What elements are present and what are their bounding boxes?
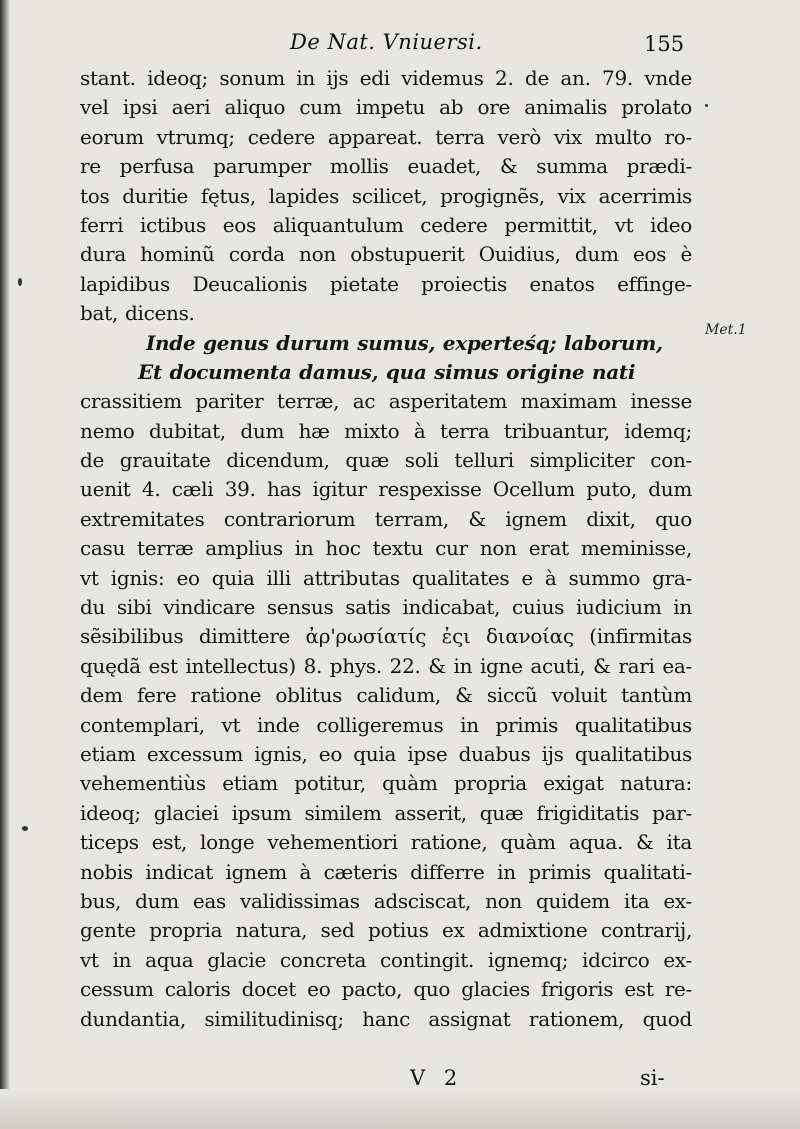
text-line: vt ignis: eo quia illi attributas qualitates e à summo gra- <box>80 565 692 590</box>
text-line: cessum caloris docet eo pacto, quo glacies frigoris est re- <box>80 977 692 1002</box>
text-line: uenit 4. cæli 39. has igitur respexisse Ocellum puto, dum <box>80 477 692 502</box>
text-line: ferri ictibus eos aliquantulum cedere permittit, vt ideo <box>80 212 692 237</box>
margin-note: Met.1 <box>705 322 747 338</box>
text-line: gente propria natura, sed potius ex admixtione contrarij, <box>80 918 692 943</box>
text-line: dem fere ratione oblitus calidum, & siccũ voluit tantùm <box>80 683 692 708</box>
text-line: vehementiùs etiam potitur, quàm propria exigat natura: <box>80 771 692 796</box>
text-line: lapidibus Deucalionis pietate proiectis enatos effinge- <box>80 271 692 296</box>
text-line: etiam excessum ignis, eo quia ipse duabus ijs qualitatibus <box>80 741 692 766</box>
text-line: dura hominũ corda non obstupuerit Ouidius, dum eos è <box>80 242 692 267</box>
page-number: 155 <box>644 32 685 56</box>
text-line: stant. ideoq; sonum in ijs edi videmus 2. de an. 79. vnde <box>80 66 692 90</box>
text-line: casu terræ amplius in hoc textu cur non erat meminisse, <box>80 536 692 561</box>
text-line: extremitates contrariorum terram, & ignem dixit, quo <box>80 506 692 531</box>
text-line: contemplari, vt inde colligeremus in primis qualitatibus <box>80 712 692 737</box>
text-line: sẽsibilibus dimittere ἀρ'ρωσίατίς ἐςι διανοίας (infirmitas <box>80 624 692 649</box>
running-title: De Nat. Vniuersi. <box>290 30 483 54</box>
text-line: bat, dicens. <box>80 301 195 326</box>
ink-speck <box>18 278 22 286</box>
text-line: nemo dubitat, dum hæ mixto à terra tribuantur, idemq; <box>80 418 692 443</box>
text-line: crassitiem pariter terræ, ac asperitatem maximam inesse <box>80 389 692 414</box>
text-line: re perfusa parumper mollis euadet, & summa prædi- <box>80 154 692 179</box>
text-line: quędã est intellectus) 8. phys. 22. & in igne acuti, & rari ea- <box>80 653 692 678</box>
verse-line: Et documenta damus, qua simus origine nati <box>138 359 636 384</box>
ink-speck <box>22 826 28 831</box>
page-footer <box>0 1066 800 1096</box>
text-line: bus, dum eas validissimas adsciscat, non quidem ita ex- <box>80 888 692 913</box>
verse-line: Inde genus durum sumus, experteśq; laborum, <box>146 330 663 355</box>
body-text <box>80 64 692 1034</box>
text-line: ideoq; glaciei ipsum similem asserit, quæ frigiditatis par- <box>80 800 692 825</box>
text-line: du sibi vindicare sensus satis indicabat, cuius iudicium in <box>80 595 692 620</box>
catchword: si- <box>640 1066 665 1090</box>
text-line: eorum vtrumq; cedere appareat. terra verò vix multo ro- <box>80 124 692 149</box>
text-line: vt in aqua glacie concreta contingit. ignemq; idcirco ex- <box>80 947 692 972</box>
text-line: nobis indicat ignem à cæteris differre in primis qualitati- <box>80 859 692 884</box>
page-edge-shadow <box>0 0 10 1129</box>
text-line: de grauitate dicendum, quæ soli telluri simpliciter con- <box>80 448 692 473</box>
signature-mark: V 2 <box>410 1066 464 1090</box>
page-header <box>0 30 800 60</box>
text-line: dundantia, similitudinisq; hanc assignat rationem, quod <box>80 1006 692 1031</box>
text-line: vel ipsi aeri aliquo cum impetu ab ore animalis prolato <box>80 95 692 120</box>
text-line: ticeps est, longe vehementiori ratione, quàm aqua. & ita <box>80 830 692 855</box>
ink-speck <box>705 104 708 107</box>
text-line: tos duritie fętus, lapides scilicet, progignẽs, vix acerrimis <box>80 183 692 208</box>
